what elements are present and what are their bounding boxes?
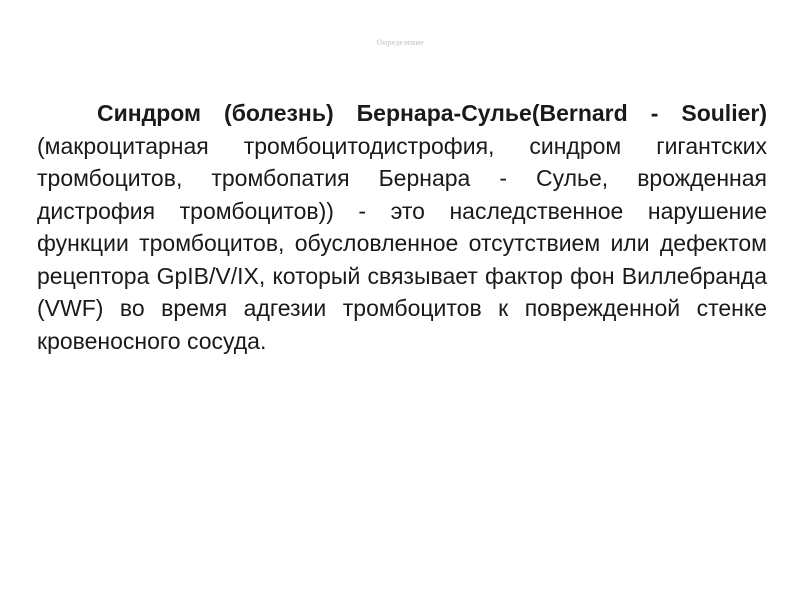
- definition-paragraph: [37, 97, 767, 357]
- slide-title: Определение: [376, 38, 424, 47]
- definition-term: Синдром (болезнь) Бернара-Сулье(Bernard - Soulier): [97, 100, 767, 126]
- definition-text: (макроцитарная тромбоцитодистрофия, синдром гигантских тромбоцитов, тромбопатия Бернара - Сулье, врожденная дистрофия тромбоцитов)) - это наследственное нарушение функции тромбоцитов, обусловленное отсутствием или дефектом рецептора GpIB/V/IX, который связывает фактор фон Виллебранда (VWF) во время адгезии тромбоцитов к поврежденной стенке кровеносного сосуда.: [37, 132, 767, 354]
